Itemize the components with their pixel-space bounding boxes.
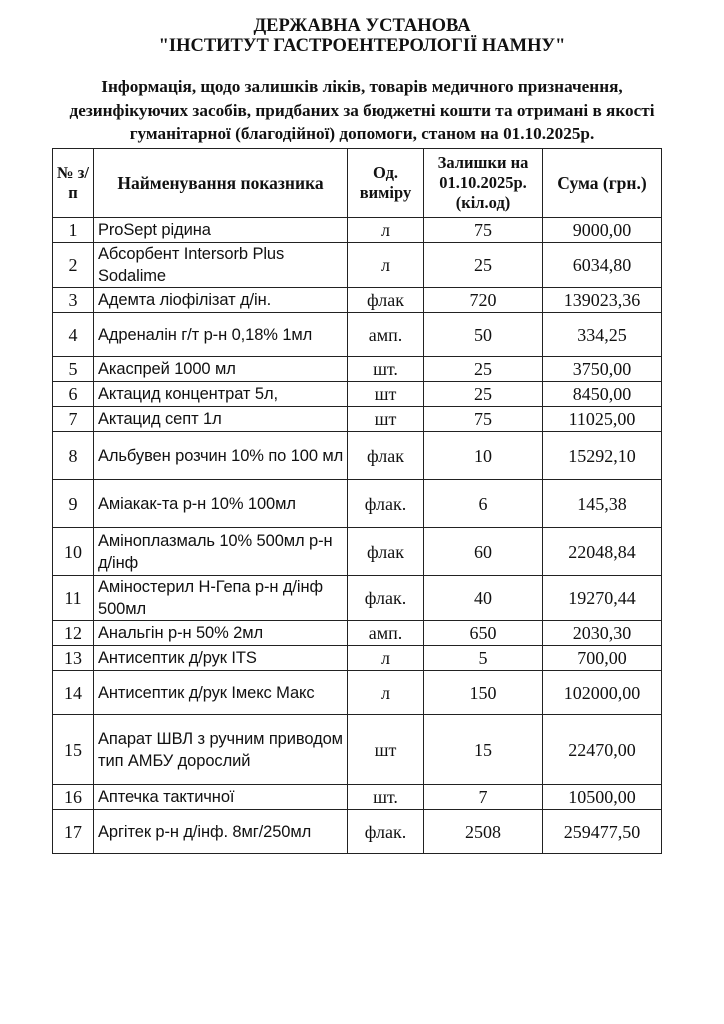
- cell-qty: 60: [424, 528, 543, 576]
- cell-name: ProSept рідина: [94, 218, 348, 243]
- cell-unit: л: [348, 218, 424, 243]
- column-header-unit: Од. виміру: [348, 149, 424, 218]
- document-subtitle: Інформація, щодо залишків ліків, товарів медичного призначення, дезинфікуючих засобів, придбаних за бюджетні кошти та отримані в якості гуманітарної (благодійної) допомоги, станом на 01.10.2025р.: [69, 77, 655, 143]
- cell-unit: шт: [348, 407, 424, 432]
- cell-name: Аміностерил Н-Гепа р-н д/інф 500мл: [94, 576, 348, 621]
- cell-qty: 150: [424, 671, 543, 715]
- table-row: [53, 785, 662, 810]
- cell-unit: флак.: [348, 810, 424, 854]
- column-header-num: № з/п: [53, 149, 94, 218]
- cell-unit: флак: [348, 528, 424, 576]
- cell-num: 14: [53, 671, 94, 715]
- institution-type: ДЕРЖАВНА УСТАНОВА: [253, 16, 471, 36]
- table-row: [53, 407, 662, 432]
- cell-sum: 3750,00: [543, 357, 662, 382]
- cell-num: 3: [53, 288, 94, 313]
- table-row: [53, 313, 662, 357]
- column-header-name: Найменування показника: [94, 149, 348, 218]
- cell-sum: 10500,00: [543, 785, 662, 810]
- cell-name: Аміноплазмаль 10% 500мл р-н д/інф: [94, 528, 348, 576]
- cell-unit: шт: [348, 382, 424, 407]
- table-row: [53, 288, 662, 313]
- cell-sum: 15292,10: [543, 432, 662, 480]
- cell-name: Апарат ШВЛ з ручним приводом тип АМБУ дорослий: [94, 715, 348, 785]
- cell-sum: 11025,00: [543, 407, 662, 432]
- cell-sum: 259477,50: [543, 810, 662, 854]
- cell-unit: л: [348, 243, 424, 288]
- cell-num: 9: [53, 480, 94, 528]
- cell-unit: шт.: [348, 785, 424, 810]
- cell-unit: шт: [348, 715, 424, 785]
- cell-qty: 25: [424, 357, 543, 382]
- cell-num: 16: [53, 785, 94, 810]
- table-row: [53, 810, 662, 854]
- table-row: [53, 357, 662, 382]
- cell-unit: шт.: [348, 357, 424, 382]
- cell-unit: флак.: [348, 480, 424, 528]
- cell-qty: 720: [424, 288, 543, 313]
- cell-unit: л: [348, 646, 424, 671]
- cell-num: 12: [53, 621, 94, 646]
- cell-num: 5: [53, 357, 94, 382]
- cell-num: 11: [53, 576, 94, 621]
- cell-qty: 40: [424, 576, 543, 621]
- table-row: [53, 382, 662, 407]
- cell-name: Антисептик д/рук ITS: [94, 646, 348, 671]
- table-row: [53, 646, 662, 671]
- cell-name: Актацид септ 1л: [94, 407, 348, 432]
- cell-sum: 139023,36: [543, 288, 662, 313]
- cell-num: 8: [53, 432, 94, 480]
- table-header-row: [53, 149, 662, 218]
- cell-sum: 19270,44: [543, 576, 662, 621]
- cell-name: Аргітек р-н д/інф. 8мг/250мл: [94, 810, 348, 854]
- cell-sum: 9000,00: [543, 218, 662, 243]
- cell-unit: флак: [348, 288, 424, 313]
- cell-num: 6: [53, 382, 94, 407]
- cell-num: 7: [53, 407, 94, 432]
- cell-name: Актацид концентрат 5л,: [94, 382, 348, 407]
- cell-qty: 6: [424, 480, 543, 528]
- cell-qty: 10: [424, 432, 543, 480]
- cell-num: 13: [53, 646, 94, 671]
- cell-name: Адемта ліофілізат д/ін.: [94, 288, 348, 313]
- cell-name: Аміакак-та р-н 10% 100мл: [94, 480, 348, 528]
- cell-num: 15: [53, 715, 94, 785]
- cell-qty: 25: [424, 243, 543, 288]
- table-row: [53, 218, 662, 243]
- cell-sum: 700,00: [543, 646, 662, 671]
- cell-qty: 75: [424, 218, 543, 243]
- cell-num: 4: [53, 313, 94, 357]
- cell-unit: флак: [348, 432, 424, 480]
- table-row: [53, 576, 662, 621]
- cell-qty: 2508: [424, 810, 543, 854]
- cell-sum: 145,38: [543, 480, 662, 528]
- cell-name: Альбувен розчин 10% по 100 мл: [94, 432, 348, 480]
- cell-name: Анальгін р-н 50% 2мл: [94, 621, 348, 646]
- cell-name: Аптечка тактичної: [94, 785, 348, 810]
- cell-sum: 22470,00: [543, 715, 662, 785]
- cell-num: 2: [53, 243, 94, 288]
- cell-qty: 25: [424, 382, 543, 407]
- cell-qty: 7: [424, 785, 543, 810]
- table-row: [53, 621, 662, 646]
- cell-qty: 50: [424, 313, 543, 357]
- cell-name: Адреналін г/т р-н 0,18% 1мл: [94, 313, 348, 357]
- cell-unit: флак.: [348, 576, 424, 621]
- cell-num: 17: [53, 810, 94, 854]
- cell-name: Абсорбент Intersorb Plus Sodalime: [94, 243, 348, 288]
- cell-sum: 6034,80: [543, 243, 662, 288]
- cell-sum: 334,25: [543, 313, 662, 357]
- cell-unit: л: [348, 671, 424, 715]
- column-header-sum: Сума (грн.): [543, 149, 662, 218]
- column-header-qty: Залишки на 01.10.2025р. (кіл.од): [424, 149, 543, 218]
- cell-qty: 75: [424, 407, 543, 432]
- cell-num: 10: [53, 528, 94, 576]
- cell-sum: 2030,30: [543, 621, 662, 646]
- table-row: [53, 432, 662, 480]
- cell-name: Антисептик д/рук Імекс Макс: [94, 671, 348, 715]
- cell-qty: 15: [424, 715, 543, 785]
- cell-name: Акаспрей 1000 мл: [94, 357, 348, 382]
- cell-sum: 22048,84: [543, 528, 662, 576]
- table-row: [53, 715, 662, 785]
- table-row: [53, 243, 662, 288]
- institution-name: "ІНСТИТУТ ГАСТРОЕНТЕРОЛОГІЇ НАМНУ": [158, 36, 566, 56]
- cell-unit: амп.: [348, 621, 424, 646]
- table-row: [53, 671, 662, 715]
- table-row: [53, 480, 662, 528]
- table-row: [53, 528, 662, 576]
- cell-qty: 650: [424, 621, 543, 646]
- cell-qty: 5: [424, 646, 543, 671]
- cell-sum: 8450,00: [543, 382, 662, 407]
- cell-sum: 102000,00: [543, 671, 662, 715]
- inventory-table: [52, 148, 662, 854]
- cell-num: 1: [53, 218, 94, 243]
- cell-unit: амп.: [348, 313, 424, 357]
